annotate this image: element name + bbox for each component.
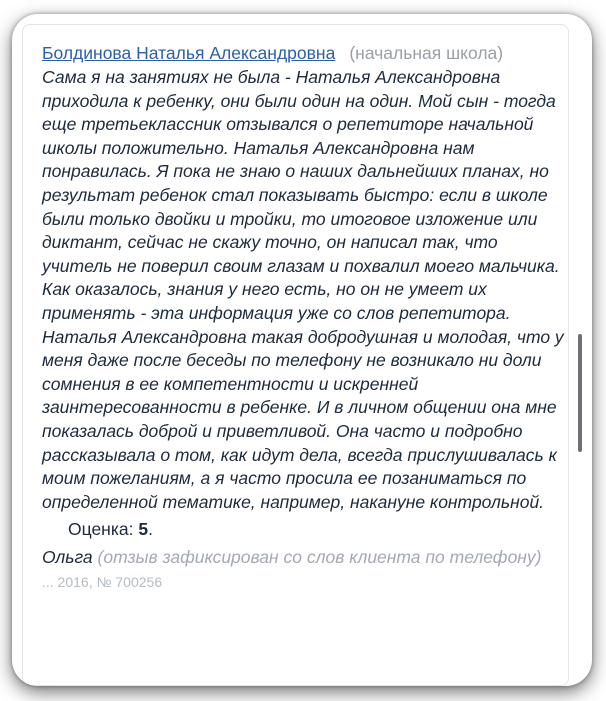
rating bbox=[42, 516, 564, 542]
review-header bbox=[42, 42, 564, 64]
review-text: Сама я на занятиях не была - Наталья Александровна приходила к ребенку, они были один на один. Мой сын - тогда еще третьеклассник отзывался о репетиторе начальной школы положительно. Наталья Александровна нам понравилась. Я пока не знаю о наших дальнейших планах, но результат ребенок стал показывать быстро: если в школе были только двойки и тройки, то итоговое изложение или диктант, сейчас не скажу точно, он написал так, что учитель не поверил своим глазам и похвалил моего мальчика. Как оказалось, знания у него есть, но он не умеет их применять - эта информация уже со слов репетитора. Наталья Александровна такая добродушная и молодая, что у меня даже после беседы по телефону не возникало ни доли сомнения в ее компетентности и искренней заинтересованности в ребенке. И в личном общении она мне показалась доброй и приветливой. Она часто и подробно рассказывала о том, как идут дела, всегда прислушивалась к моим пожеланиям, а я часто просила ее позаниматься по определенной тематике, например, накануне контрольной. bbox=[42, 67, 564, 512]
bottom-fade bbox=[23, 635, 568, 685]
tutor-name-link[interactable]: Болдинова Наталья Александровна bbox=[42, 43, 336, 63]
review-content bbox=[42, 42, 564, 592]
rating-label: Оценка: bbox=[68, 519, 134, 540]
review-meta: ... 2016, № 700256 bbox=[42, 573, 163, 590]
author-name: Ольга bbox=[42, 547, 93, 568]
scrollbar[interactable] bbox=[578, 334, 582, 452]
tutor-category: (начальная школа) bbox=[349, 43, 504, 63]
rating-suffix: . bbox=[148, 519, 153, 540]
review-card bbox=[12, 14, 592, 686]
review-panel bbox=[22, 24, 569, 686]
author-note: (отзыв зафиксирован со слов клиента по телефону) bbox=[97, 547, 542, 568]
review-author bbox=[42, 546, 564, 570]
rating-value: 5 bbox=[138, 519, 149, 540]
